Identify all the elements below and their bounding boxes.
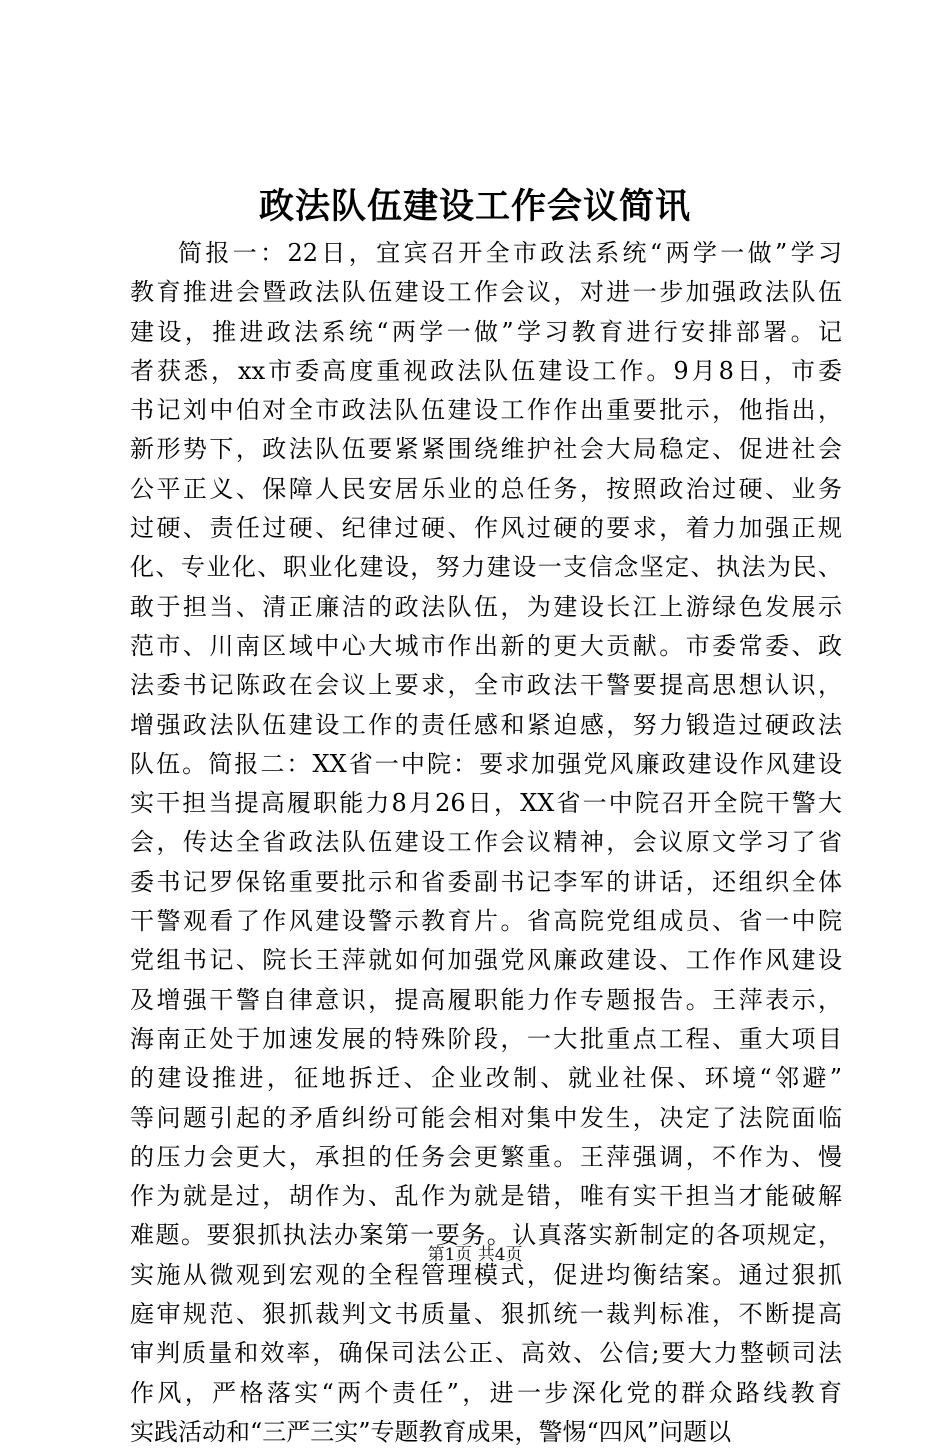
document-title: 政法队伍建设工作会议简讯 (258, 186, 691, 227)
body-line: 范市、川南区域中心大城市作出新的更大贡献。市委常委、政 (130, 631, 842, 660)
body-line: 者获悉，xx市委高度重视政法队伍建设工作。9月8日，市委 (130, 356, 842, 385)
body-line: 实施从微观到宏观的全程管理模式，促进均衡结案。通过狠抓 (130, 1260, 842, 1289)
body-line: 的压力会更大，承担的任务会更繁重。王萍强调，不作为、慢 (130, 1142, 842, 1171)
body-line: 简报一：22日，宜宾召开全市政法系统“两学一做”学习 (178, 239, 842, 267)
body-line: 作为就是过，胡作为、乱作为就是错，唯有实干担当才能破解 (130, 1182, 842, 1211)
body-line: 书记刘中伯对全市政法队伍建设工作作出重要批示，他指出， (130, 396, 842, 425)
document-body (130, 234, 842, 1452)
body-line: 等问题引起的矛盾纠纷可能会相对集中发生，决定了法院面临 (130, 1103, 842, 1132)
body-line: 作风，严格落实“两个责任”，进一步深化党的群众路线教育 (130, 1378, 842, 1407)
body-line: 新形势下，政法队伍要紧紧围绕维护社会大局稳定、促进社会 (130, 435, 842, 464)
body-line: 公平正义、保障人民安居乐业的总任务，按照政治过硬、业务 (130, 474, 842, 503)
body-line: 敢于担当、清正廉洁的政法队伍，为建设长江上游绿色发展示 (130, 592, 842, 621)
body-line: 审判质量和效率，确保司法公正、高效、公信;要大力整顿司法 (130, 1339, 842, 1368)
body-line: 的建设推进，征地拆迁、企业改制、就业社保、环境“邻避” (130, 1064, 842, 1093)
body-line: 队伍。简报二：XX省一中院：要求加强党风廉政建设作风建设 (130, 749, 842, 778)
body-line: 海南正处于加速发展的特殊阶段，一大批重点工程、重大项目 (130, 1024, 842, 1053)
body-line: 及增强干警自律意识，提高履职能力作专题报告。王萍表示， (130, 985, 842, 1014)
body-line: 实践活动和“三严三实”专题教育成果，警惕“四风”问题以 (130, 1417, 732, 1446)
body-line: 法委书记陈政在会议上要求，全市政法干警要提高思想认识， (130, 671, 842, 700)
body-line: 实干担当提高履职能力8月26日，XX省一中院召开全院干警大 (130, 789, 842, 818)
page-number-footer: 第1页 共4页 (427, 1245, 523, 1265)
body-line: 化、专业化、职业化建设，努力建设一支信念坚定、执法为民、 (130, 553, 842, 582)
body-line: 委书记罗保铭重要批示和省委副书记李军的讲话，还组织全体 (130, 867, 842, 896)
body-line: 过硬、责任过硬、纪律过硬、作风过硬的要求，着力加强正规 (130, 514, 842, 543)
body-line: 会，传达全省政法队伍建设工作会议精神，会议原文学习了省 (130, 828, 842, 857)
body-line: 干警观看了作风建设警示教育片。省高院党组成员、省一中院 (130, 907, 842, 936)
body-line: 建设，推进政法系统“两学一做”学习教育进行安排部署。记 (130, 317, 842, 346)
body-line: 党组书记、院长王萍就如何加强党风廉政建设、工作作风建设 (130, 946, 842, 975)
body-line: 难题。要狠抓执法办案第一要务。认真落实新制定的各项规定， (130, 1221, 842, 1250)
body-line: 教育推进会暨政法队伍建设工作会议，对进一步加强政法队伍 (130, 278, 842, 307)
body-line: 庭审规范、狠抓裁判文书质量、狠抓统一裁判标准，不断提高 (130, 1300, 842, 1329)
body-line: 增强政法队伍建设工作的责任感和紧迫感，努力锻造过硬政法 (130, 710, 842, 739)
